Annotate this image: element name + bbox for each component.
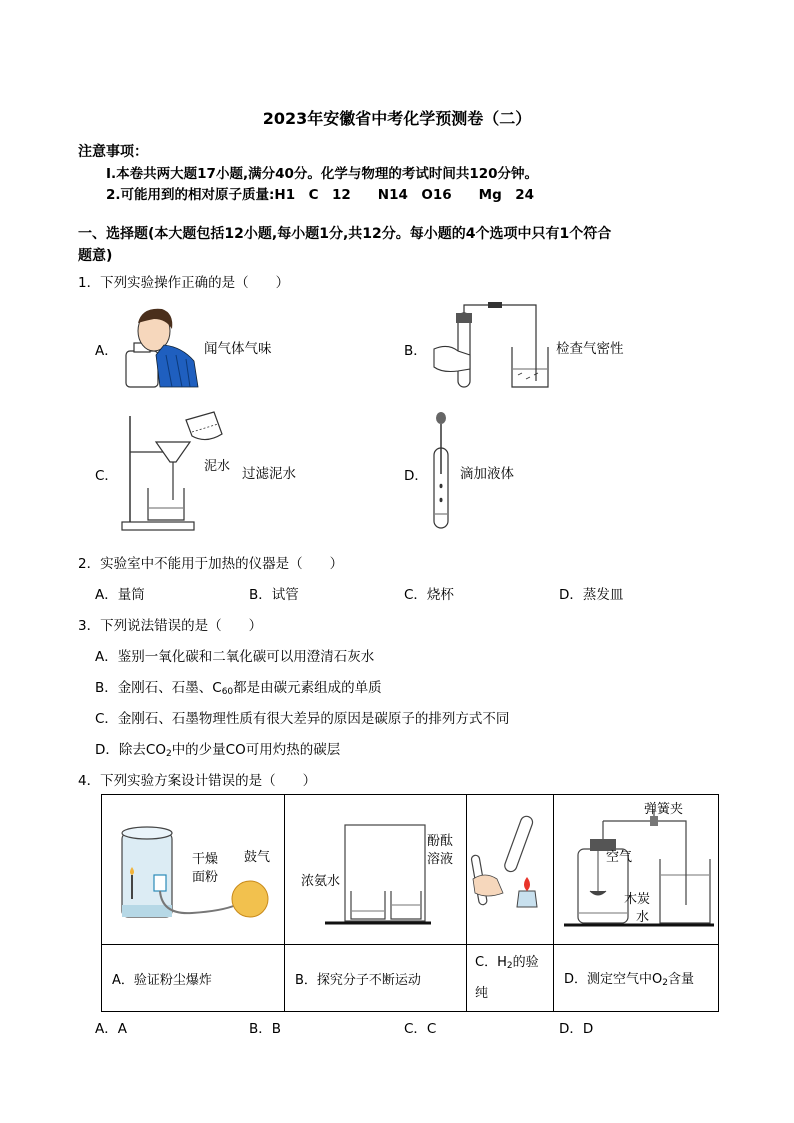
- q4-figure-d-cell: [554, 795, 719, 945]
- q3-option-b[interactable]: B．金刚石、石墨、$C_{60}$都是由碳元素组成的单质: [95, 680, 382, 697]
- q2-option-b[interactable]: B．试管: [249, 587, 299, 603]
- q3-option-c[interactable]: C．金刚石、石墨物理性质有很大差异的原因是碳原子的排列方式不同: [95, 711, 510, 727]
- q1-option-c-label: 过滤泥水: [242, 466, 296, 482]
- q4-figure-b-cell: [285, 795, 467, 945]
- q4-option-d[interactable]: D．D: [559, 1021, 594, 1037]
- notice-heading: 注意事项：: [78, 144, 148, 160]
- q3-option-a[interactable]: A．鉴别一氧化碳和二氧化碳可以用澄清石灰水: [95, 649, 375, 665]
- q2-option-d[interactable]: D．蒸发皿: [559, 587, 624, 603]
- q4-caption-c: C．$H_2$的验 纯: [467, 945, 554, 1012]
- fig-label-flour: 面粉: [192, 870, 219, 885]
- q1-option-a-label: 闻气体气味: [204, 341, 272, 357]
- q1-option-b-label: 检查气密性: [556, 341, 624, 357]
- airtightness-check-figure: [430, 299, 552, 391]
- q4-stem: 4．下列实验方案设计错误的是（ ）: [78, 773, 317, 789]
- fig-label-charcoal: 木炭: [624, 892, 651, 907]
- filtration-figure: [118, 408, 230, 534]
- fig-label-phenolphthalein: 酚酞: [427, 834, 454, 849]
- fig-label-spring-clip: 弹簧夹: [644, 802, 684, 817]
- q4-caption-b: B．探究分子不断运动: [285, 945, 467, 1012]
- q2-option-c[interactable]: C．烧杯: [404, 587, 454, 603]
- page-title: 2023年安徽省中考化学预测卷（二）: [262, 109, 532, 128]
- q3-option-d[interactable]: D．除去$CO_2$中的少量CO可用灼热的碳层: [95, 742, 341, 759]
- notice-line-1: Ⅰ.本卷共两大题17小题,满分40分。化学与物理的考试时间共120分钟。: [106, 166, 539, 182]
- fig-label-solution: 溶液: [427, 852, 454, 867]
- fig-label-air: 空气: [606, 850, 633, 865]
- fig-label-water: 水: [636, 910, 650, 925]
- q1-stem: 1．下列实验操作正确的是（ ）: [78, 275, 290, 291]
- q4-option-b[interactable]: B．B: [249, 1021, 282, 1037]
- molecular-motion-figure: [285, 795, 465, 940]
- section-heading-line-2: 题意): [78, 248, 113, 264]
- q3-stem: 3．下列说法错误的是（ ）: [78, 618, 263, 634]
- dust-explosion-figure: [102, 795, 283, 940]
- q4-figure-c-cell: [467, 795, 554, 945]
- dropper-figure: [430, 410, 454, 532]
- q4-caption-d: D．测定空气中$O_2$含量: [554, 945, 719, 1012]
- q2-stem: 2．实验室中不能用于加热的仪器是（ ）: [78, 556, 344, 572]
- q1-option-d-label: 滴加液体: [460, 466, 514, 482]
- fig-label-blow-air: 鼓气: [244, 850, 271, 865]
- fig-label-dry: 干燥: [192, 852, 219, 867]
- notice-line-2: 2.可能用到的相对原子质量:H1 C 12 N14 O16 Mg 24: [106, 187, 535, 203]
- q4-caption-a: A．验证粉尘爆炸: [102, 945, 285, 1012]
- q1-option-b-letter[interactable]: B．: [404, 343, 427, 359]
- section-heading-line-1: 一、选择题(本大题包括12小题,每小题1分,共12分。每小题的4个选项中只有1个符合: [78, 226, 612, 242]
- q4-option-a[interactable]: A．A: [95, 1021, 127, 1037]
- q1-option-d-letter[interactable]: D．: [404, 468, 428, 484]
- fig-label-ammonia: 浓氨水: [301, 874, 341, 889]
- q4-option-c[interactable]: C．C: [404, 1021, 437, 1037]
- q4-table: [101, 794, 719, 1012]
- smelling-gas-figure: [120, 303, 200, 389]
- fig-label-mud-water: 泥水: [204, 459, 230, 474]
- oxygen-content-figure: [554, 795, 717, 940]
- q4-figure-a-cell: [102, 795, 285, 945]
- q1-option-c-letter[interactable]: C．: [95, 468, 118, 484]
- q1-option-a-letter[interactable]: A．: [95, 343, 118, 359]
- hydrogen-purity-figure: [467, 795, 552, 940]
- q2-option-a[interactable]: A．量筒: [95, 587, 145, 603]
